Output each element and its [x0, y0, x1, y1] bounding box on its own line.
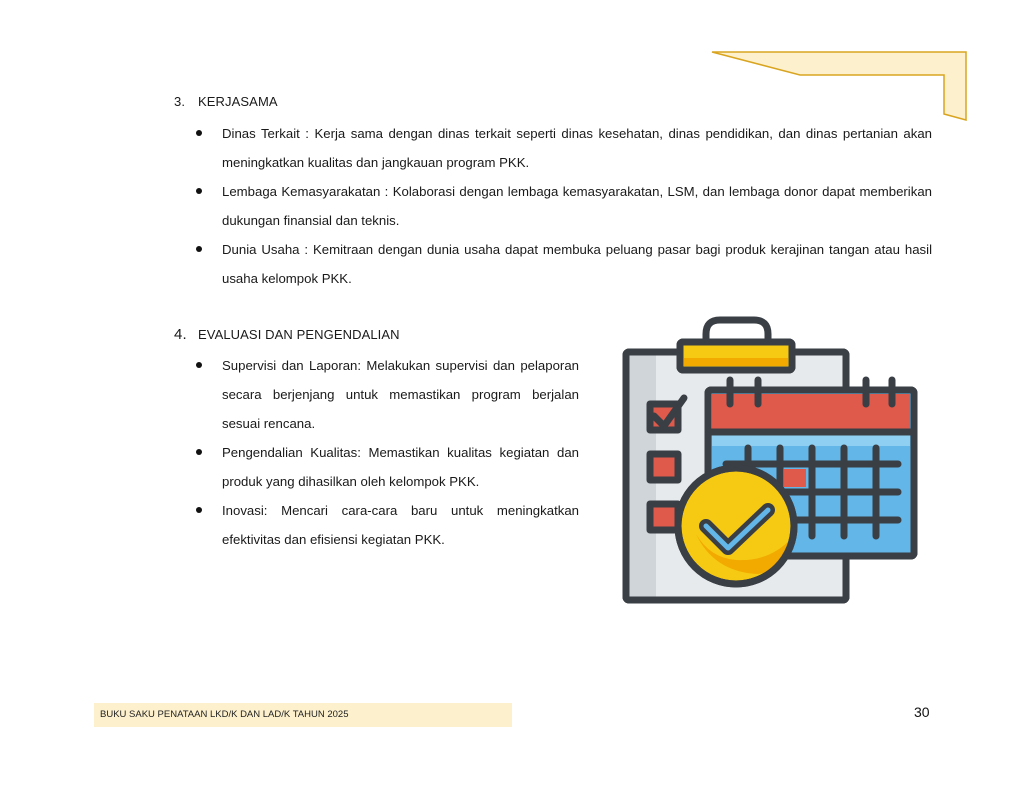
section-title: KERJASAMA — [198, 94, 278, 109]
list-item: Dinas Terkait : Kerja sama dengan dinas terkait seperti dinas kesehatan, dinas pendidikan, dan dinas pertanian akan meningkatkan kualitas dan jangkauan program PKK. — [194, 119, 932, 177]
section-number: 4. — [174, 326, 187, 343]
footer-title: BUKU SAKU PENATAAN LKD/K DAN LAD/K TAHUN 2025 — [100, 709, 349, 720]
section-heading-kerjasama — [174, 94, 278, 109]
section-heading-evaluasi — [174, 326, 400, 343]
list-item: Lembaga Kemasyarakatan : Kolaborasi dengan lembaga kemasyarakatan, LSM, dan lembaga donor dapat memberikan dukungan finansial dan teknis. — [194, 177, 932, 235]
list-item: Supervisi dan Laporan: Melakukan supervisi dan pelaporan secara berjenjang untuk memastikan program berjalan sesuai rencana. — [194, 351, 579, 438]
clipboard-calendar-check-icon — [618, 312, 920, 606]
list-item: Pengendalian Kualitas: Memastikan kualitas kegiatan dan produk yang dihasilkan oleh kelompok PKK. — [194, 438, 579, 496]
decorative-corner — [700, 50, 980, 130]
page-number: 30 — [914, 704, 930, 720]
list-item: Dunia Usaha : Kemitraan dengan dunia usaha dapat membuka peluang pasar bagi produk kerajinan tangan atau hasil usaha kelompok PKK. — [194, 235, 932, 293]
evaluasi-list — [194, 351, 579, 554]
kerjasama-list — [194, 119, 932, 293]
section-title: EVALUASI DAN PENGENDALIAN — [198, 327, 400, 342]
list-item: Inovasi: Mencari cara-cara baru untuk meningkatkan efektivitas dan efisiensi kegiatan PKK. — [194, 496, 579, 554]
section-number: 3. — [174, 94, 186, 109]
footer-band — [94, 703, 512, 727]
